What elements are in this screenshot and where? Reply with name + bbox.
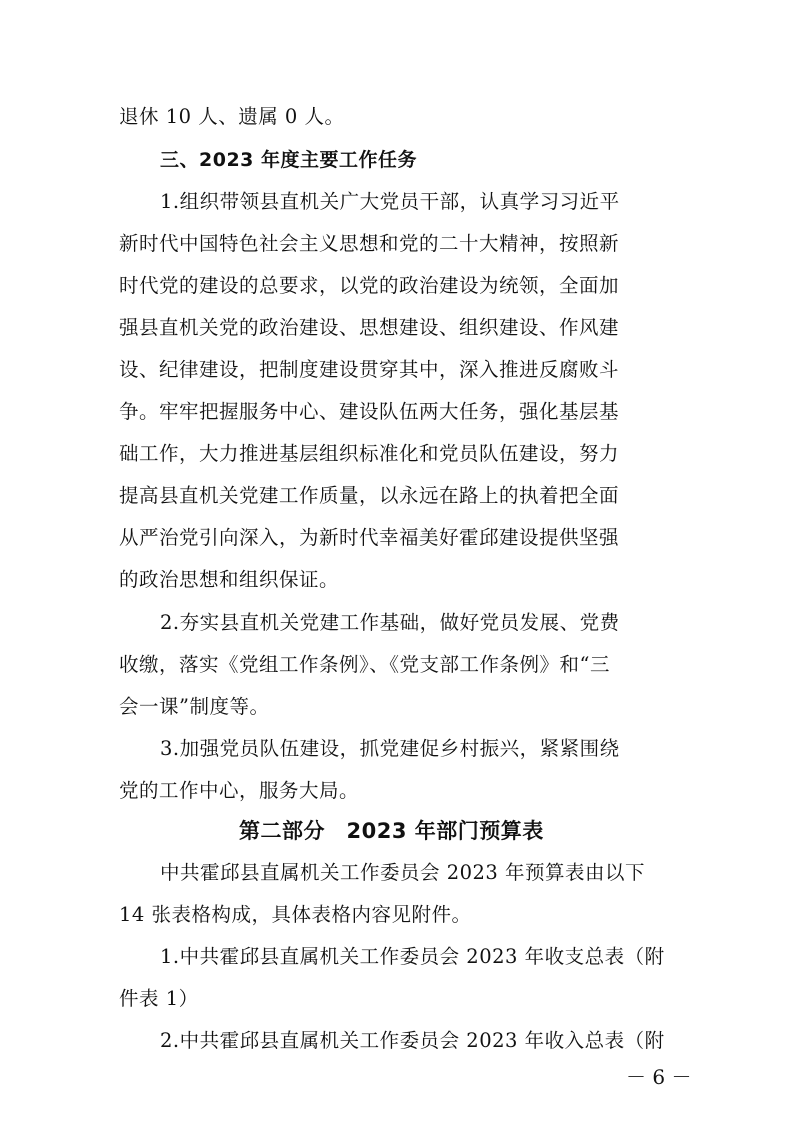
text-line: 收缴，落实《党组工作条例》、《党支部工作条例》和“三 xyxy=(119,653,610,676)
text-line: 提高县直机关党建工作质量，以永远在路上的执着把全面 xyxy=(119,484,620,507)
section-heading: 三、2023 年度主要工作任务 xyxy=(160,149,417,171)
text-line: 件表 1） xyxy=(119,987,199,1010)
text-line: 1.组织带领县直机关广大党员干部，认真学习习近平 xyxy=(160,190,620,213)
text-line: 2.夯实县直机关党建工作基础，做好党员发展、党费 xyxy=(160,611,620,634)
text-line: 3.加强党员队伍建设，抓党建促乡村振兴，紧紧围绕 xyxy=(160,737,620,760)
text-line: 时代党的建设的总要求，以党的政治建设为统领，全面加 xyxy=(119,274,620,297)
text-line: 会一课”制度等。 xyxy=(119,695,270,718)
text-line: 设、纪律建设，把制度建设贯穿其中，深入推进反腐败斗 xyxy=(119,358,620,381)
text-line: 的政治思想和组织保证。 xyxy=(119,568,340,591)
page-number-footer: － 6 － xyxy=(626,1065,692,1089)
part-heading: 第二部分 2023 年部门预算表 xyxy=(239,819,544,843)
text-line: 中共霍邱县直属机关工作委员会 2023 年预算表由以下 xyxy=(160,861,646,884)
text-line: 争。牢牢把握服务中心、建设队伍两大任务，强化基层基 xyxy=(119,400,620,423)
text-line: 党的工作中心，服务大局。 xyxy=(119,779,360,802)
text-line: 1.中共霍邱县直属机关工作委员会 2023 年收支总表（附 xyxy=(160,945,665,968)
text-line: 强县直机关党的政治建设、思想建设、组织建设、作风建 xyxy=(119,316,620,339)
text-line: 础工作，大力推进基层组织标准化和党员队伍建设，努力 xyxy=(119,442,620,465)
text-line: 新时代中国特色社会主义思想和党的二十大精神，按照新 xyxy=(119,232,620,255)
text-line: 14 张表格构成，具体表格内容见附件。 xyxy=(119,903,472,926)
text-line: 从严治党引向深入，为新时代幸福美好霍邱建设提供坚强 xyxy=(119,526,620,549)
text-line: 退休 10 人、遗属 0 人。 xyxy=(119,105,345,128)
text-line: 2.中共霍邱县直属机关工作委员会 2023 年收入总表（附 xyxy=(160,1029,665,1052)
